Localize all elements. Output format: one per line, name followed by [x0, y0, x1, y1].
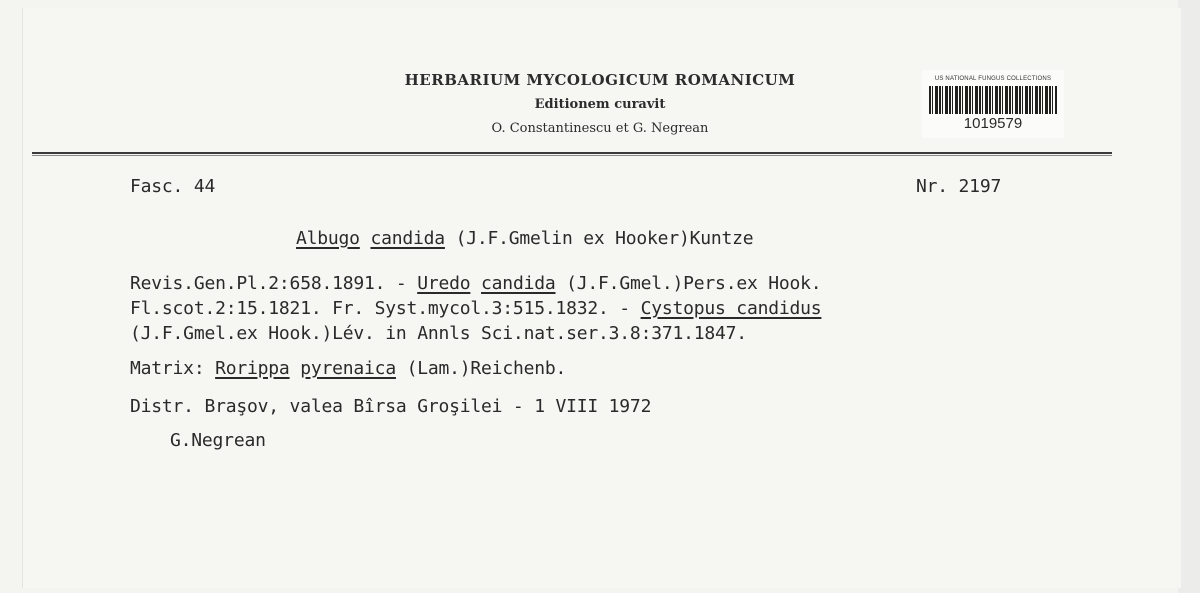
scan-margin	[1178, 0, 1200, 593]
reference-line-2	[130, 298, 821, 319]
fascicle-number: Fasc. 44	[130, 176, 216, 197]
host-genus: Rorippa	[215, 358, 290, 379]
editor-names: O. Constantinescu et G. Negrean	[491, 121, 709, 136]
editor-caption: Editionem curavit	[534, 97, 666, 112]
distribution-locality: Distr. Braşov, valea Bîrsa Groşilei - 1 VIII 1972	[130, 396, 652, 417]
host-authority: (Lam.)Reichenb.	[395, 358, 567, 379]
reference-citation-2: Fl.scot.2:15.1821. Fr. Syst.mycol.3:515.1832. -	[130, 298, 641, 319]
synonym-authority-1: (J.F.Gmel.)Pers.ex Hook.	[555, 273, 822, 294]
host-species: pyrenaica	[300, 358, 396, 379]
collector-name: G.Negrean	[170, 430, 266, 451]
reference-line-1	[130, 273, 821, 294]
header-divider-shadow	[32, 155, 1112, 156]
barcode-icon	[929, 86, 1057, 114]
synonym-2: Cystopus candidus	[640, 298, 822, 319]
header-divider	[32, 152, 1112, 154]
taxon-authority: (J.F.Gmelin ex Hooker)Kuntze	[444, 228, 754, 249]
synonym-genus-1: Uredo	[417, 273, 471, 294]
taxon-genus: Albugo	[296, 228, 360, 249]
barcode-number: 1019579	[963, 115, 1023, 132]
herbarium-name: HERBARIUM MYCOLOGICUM ROMANICUM	[404, 71, 796, 89]
exsiccata-number: Nr. 2197	[916, 176, 1002, 197]
reference-citation-1: Revis.Gen.Pl.2:658.1891. -	[130, 273, 418, 294]
matrix-host	[130, 358, 566, 379]
reference-line-3: (J.F.Gmel.ex Hook.)Lév. in Annls Sci.nat.ser.3.8:371.1847.	[130, 323, 747, 344]
matrix-prefix: Matrix:	[130, 358, 216, 379]
taxon-name	[296, 228, 753, 249]
herbarium-header	[380, 66, 820, 142]
synonym-species-1: candida	[481, 273, 556, 294]
barcode-label	[922, 70, 1064, 138]
barcode-collection-name: US NATIONAL FUNGUS COLLECTIONS	[934, 76, 1052, 82]
taxon-species: candida	[370, 228, 445, 249]
